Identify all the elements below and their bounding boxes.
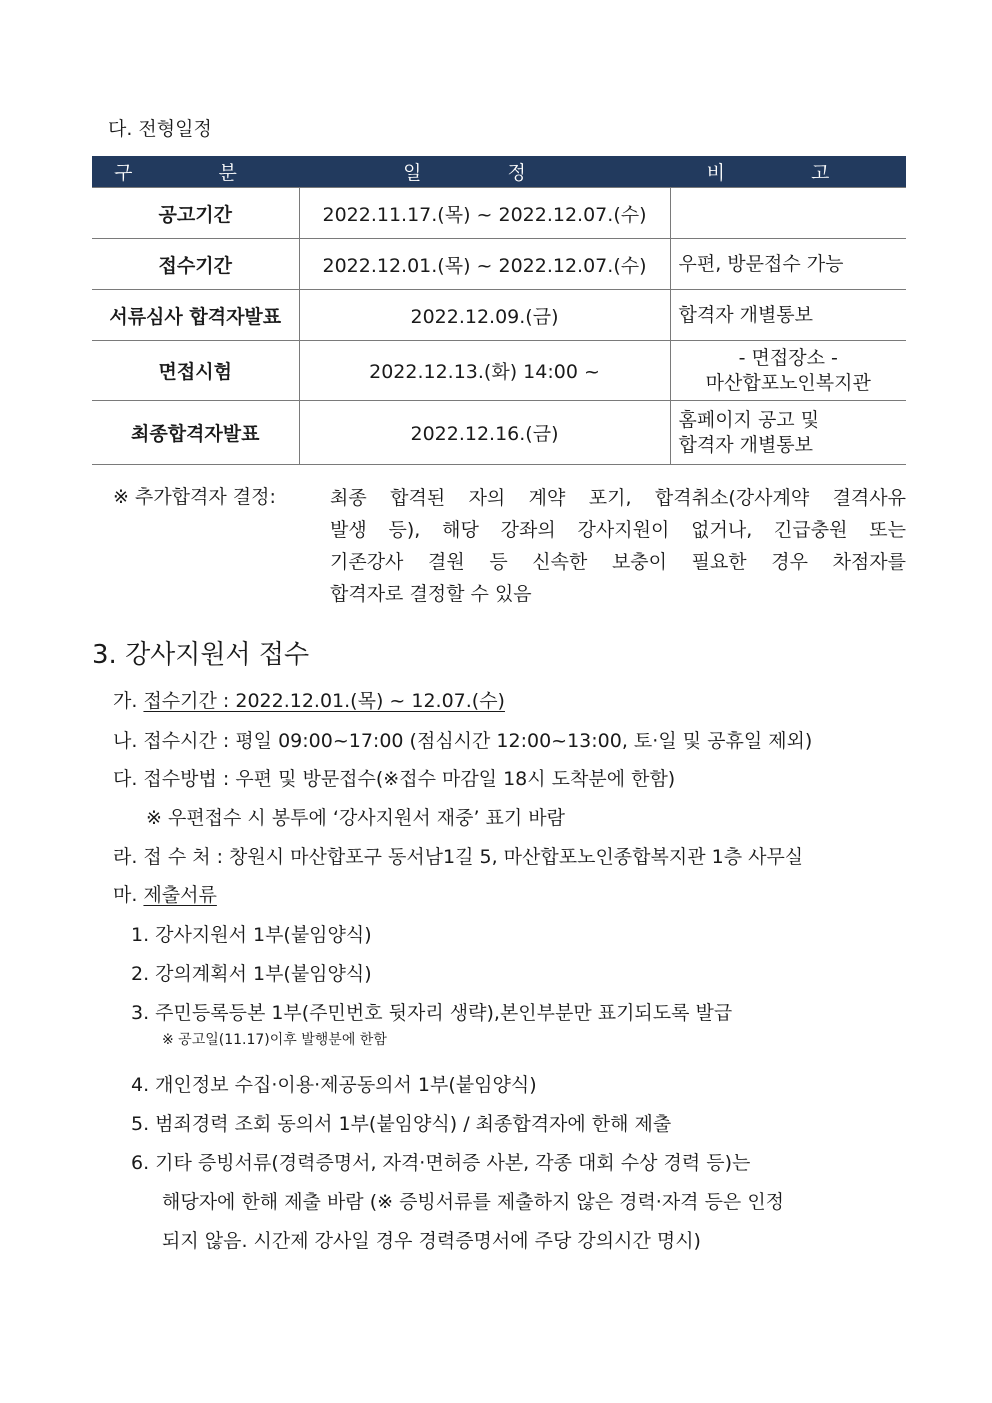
table-header-row	[92, 156, 906, 188]
row-date: 2022.12.16.(금)	[299, 401, 670, 465]
schedule-table	[92, 156, 906, 465]
row-date: 2022.11.17.(목) ~ 2022.12.07.(수)	[299, 188, 670, 239]
item-prefix: 가.	[113, 690, 138, 712]
row-date: 2022.12.01.(목) ~ 2022.12.07.(수)	[299, 239, 670, 290]
table-row	[92, 188, 906, 239]
section-title: 3. 강사지원서 접수	[92, 640, 310, 670]
footnote-line: 발생 등), 해당 강좌의 강사지원이 없거나, 긴급충원 또는	[330, 519, 906, 541]
row-label: 서류심사 합격자발표	[92, 290, 299, 341]
row-label: 최종합격자발표	[92, 401, 299, 465]
row-note	[670, 341, 906, 401]
row-date: 2022.12.13.(화) 14:00 ~	[299, 341, 670, 401]
header-remarks	[670, 156, 906, 188]
footnote-body	[330, 482, 906, 610]
row-note	[670, 401, 906, 465]
footnote-line: 최종 합격된 자의 계약 포기, 합격취소(강사계약 결격사유	[330, 487, 906, 509]
footnote-line: 합격자로 결정할 수 있음	[330, 583, 532, 605]
item-location: 라. 접 수 처 : 창원시 마산합포구 동서남1길 5, 마산합포노인종합복지관 1층 사무실	[113, 846, 804, 868]
row-note-line1: - 면접장소 -	[738, 346, 838, 369]
header-schedule	[299, 156, 670, 188]
doc-item: 1. 강사지원서 1부(붙임양식)	[131, 924, 372, 946]
doc-item: 4. 개인정보 수집·이용·제공동의서 1부(붙임양식)	[131, 1074, 537, 1096]
doc-item: 3. 주민등록등본 1부(주민번호 뒷자리 생략),본인부분만 표기되도록 발급	[131, 1002, 733, 1024]
header-remarks-label: 비 고	[706, 162, 870, 184]
footnote-label: ※ 추가합격자 결정:	[113, 486, 276, 508]
row-note-line1: 홈페이지 공고 및	[678, 408, 820, 431]
row-date: 2022.12.09.(금)	[299, 290, 670, 341]
row-note: 합격자 개별통보	[670, 290, 906, 341]
row-note: 우편, 방문접수 가능	[670, 239, 906, 290]
table-row	[92, 290, 906, 341]
doc-item: 5. 범죄경력 조회 동의서 1부(붙임양식) / 최종합격자에 한해 제출	[131, 1113, 672, 1135]
item-documents-text: 제출서류	[143, 884, 217, 906]
doc-item-continued: 되지 않음. 시간제 강사일 경우 경력증명서에 주당 강의시간 명시)	[162, 1230, 701, 1252]
row-note-line2: 마산합포노인복지관	[705, 371, 871, 394]
doc-item-note: ※ 공고일(11.17)이후 발행분에 한함	[162, 1032, 387, 1048]
table-row	[92, 239, 906, 290]
item-hours: 나. 접수시간 : 평일 09:00~17:00 (점심시간 12:00~13:00, 토·일 및 공휴일 제외)	[113, 730, 813, 752]
item-prefix: 마.	[113, 884, 138, 906]
section-subheading: 다. 전형일정	[108, 118, 212, 140]
header-category	[92, 156, 299, 188]
table-row	[92, 341, 906, 401]
row-note-line2: 합격자 개별통보	[678, 433, 814, 456]
footnote-line: 기존강사 결원 등 신속한 보충이 필요한 경우 차점자를	[330, 551, 906, 573]
header-category-label: 구 분	[114, 162, 277, 184]
doc-item: 2. 강의계획서 1부(붙임양식)	[131, 963, 372, 985]
item-documents	[113, 880, 217, 907]
row-label: 면접시험	[92, 341, 299, 401]
row-label: 공고기간	[92, 188, 299, 239]
doc-item-continued: 해당자에 한해 제출 바람 (※ 증빙서류를 제출하지 않은 경력·자격 등은 인정	[162, 1191, 785, 1213]
row-note	[670, 188, 906, 239]
item-period-text: 접수기간 : 2022.12.01.(목) ~ 12.07.(수)	[143, 690, 505, 712]
row-label: 접수기간	[92, 239, 299, 290]
item-method-note: ※ 우편접수 시 봉투에 ‘강사지원서 재중’ 표기 바람	[146, 807, 566, 829]
doc-item: 6. 기타 증빙서류(경력증명서, 자격·면허증 사본, 각종 대회 수상 경력 등)는	[131, 1152, 751, 1174]
header-schedule-label: 일 정	[403, 162, 566, 184]
item-period	[113, 686, 505, 713]
item-method: 다. 접수방법 : 우편 및 방문접수(※접수 마감일 18시 도착분에 한함)	[113, 768, 676, 790]
table-row	[92, 401, 906, 465]
